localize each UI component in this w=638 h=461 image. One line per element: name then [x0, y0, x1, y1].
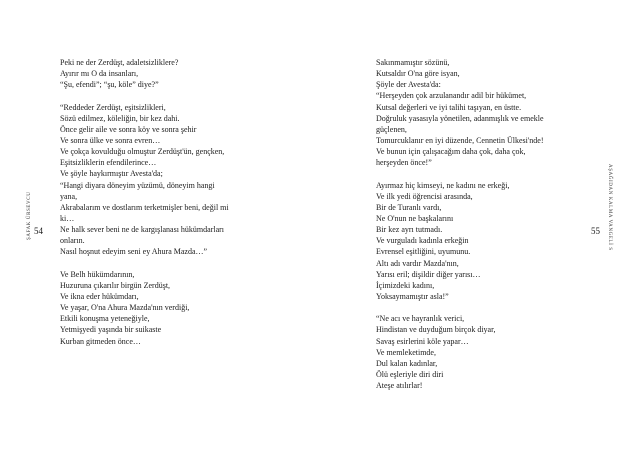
poem-line: Peki ne der Zerdüşt, adaletsizliklere? — [60, 58, 179, 67]
poem-line: Ateşe atılırlar! — [376, 381, 423, 391]
poem-line: Ayırır mı O da insanları, — [60, 69, 139, 79]
poem-line: Ne halk sever beni ne de kargışlanası hükümdarları — [60, 225, 225, 235]
stanza-break — [60, 258, 229, 269]
stanza — [376, 313, 544, 391]
stanza-break — [376, 168, 544, 179]
running-head-author: ŞAFAK ÜRSEVCU — [27, 191, 32, 240]
poem-line: herşeyden önce!” — [376, 158, 432, 168]
poem-line: Evrensel eşitliğini, uyumunu. — [376, 247, 471, 257]
poem-line: Bir de Turanlı vardı, — [376, 202, 442, 212]
poem-line: Yarısı eril; dişildir diğer yarısı… — [376, 269, 481, 279]
poem-line: Sözü edilmez, köleliğin, bir kez dahi. — [60, 113, 180, 123]
poem-line: “Herşeyden çok arzulanandır adil bir hükümet, — [376, 91, 527, 101]
poem-line: Akrabalarım ve dostlarım terketmişler beni, değil mi — [60, 202, 229, 212]
poem-line: Ve şöyle haykırmıştır Avesta'da; — [60, 169, 163, 179]
stanza-break — [60, 90, 229, 101]
poem-line: Altı adı vardır Mazda'nın, — [376, 258, 459, 268]
right-page — [319, 0, 638, 461]
poem-line: Dul kalan kadınlar, — [376, 358, 438, 368]
poem-line: İçimizdeki kadını, — [376, 280, 435, 290]
running-head-title: AŞAĞIDAN KALMA VANGELİ S — [607, 164, 612, 251]
poem-line: Tomurcuklanır en iyi düzende, Cennetin Ülkesi'nde! — [376, 135, 544, 145]
poem-line: Ve memleketimde, — [376, 347, 436, 357]
stanza-break — [376, 302, 544, 313]
poem-line: Nasıl hoşnut edeyim seni ey Ahura Mazda…” — [60, 247, 208, 257]
poem-text-left — [60, 57, 229, 347]
poem-line: ki… — [60, 213, 75, 223]
page-number-left: 54 — [34, 226, 43, 236]
poem-line: “Reddeder Zerdüşt, eşitsizlikleri, — [60, 102, 166, 112]
poem-line: Hindistan ve duyduğum birçok diyar, — [376, 325, 496, 335]
poem-line: Sakınmamıştır sözünü, — [376, 58, 450, 67]
stanza — [376, 180, 544, 303]
poem-line: Ayırmaz hiç kimseyi, ne kadını ne erkeği, — [376, 180, 510, 190]
stanza — [60, 269, 229, 347]
poem-line: Huzuruna çıkarılır birgün Zerdüşt, — [60, 280, 171, 290]
poem-line: Ve vurguladı kadınla erkeğin — [376, 236, 469, 246]
poem-line: Ve yaşar, O'na Ahura Mazda'nın verdiği, — [60, 303, 190, 313]
poem-line: yana, — [60, 191, 78, 201]
poem-line: Ve sonra ülke ve sonra evren… — [60, 135, 161, 145]
poem-line: Bir kez ayrı tutmadı. — [376, 225, 443, 235]
poem-line: Doğruluk yasasıyla yönetilen, adanmışlık ve emekle — [376, 113, 544, 123]
poem-line: Ve ilk yedi öğrencisi arasında, — [376, 191, 473, 201]
stanza — [60, 102, 229, 258]
poem-line: Ve çokça kovulduğu olmuştur Zerdüşt'ün, gençken, — [60, 147, 225, 157]
poem-line: Eşitsizliklerin efendilerince… — [60, 158, 157, 168]
poem-line: güçlenen, — [376, 124, 407, 134]
poem-line: Yoksaymamıştır asla!” — [376, 291, 449, 301]
poem-line: “Ne acı ve hayranlık verici, — [376, 314, 465, 324]
poem-line: “Şu, efendi”; “şu, köle” diye?” — [60, 80, 159, 90]
poem-text-right — [376, 57, 544, 391]
poem-line: Savaş esirlerini köle yapar… — [376, 336, 469, 346]
page-number-right: 55 — [591, 226, 600, 236]
poem-line: Kutsal değerleri ve iyi talihi taşıyan, en üstte. — [376, 102, 522, 112]
stanza — [376, 57, 544, 168]
poem-line: Etkili konuşma yeteneğiyle, — [60, 314, 150, 324]
poem-line: “Hangi diyara döneyim yüzümü, döneyim hangi — [60, 180, 215, 190]
poem-line: Kurban gitmeden önce… — [60, 336, 141, 346]
poem-line: Ölü eşleriyle diri diri — [376, 369, 444, 379]
poem-line: onların. — [60, 236, 85, 246]
poem-line: Şöyle der Avesta'da: — [376, 80, 441, 90]
poem-line: Ve bunun için çalışacağım daha çok, daha çok, — [376, 147, 526, 157]
poem-line: Yetmişyedi yaşında bir suikaste — [60, 325, 162, 335]
stanza — [60, 57, 229, 90]
poem-line: Ve ikna eder hükümdarı, — [60, 291, 139, 301]
poem-line: Kutsaldır O'na göre isyan, — [376, 69, 460, 79]
poem-line: Önce gelir aile ve sonra köy ve sonra şehir — [60, 124, 197, 134]
poem-line: Ve Belh hükümdarının, — [60, 269, 135, 279]
poem-line: Ne O'nun ne başkalarını — [376, 213, 454, 223]
